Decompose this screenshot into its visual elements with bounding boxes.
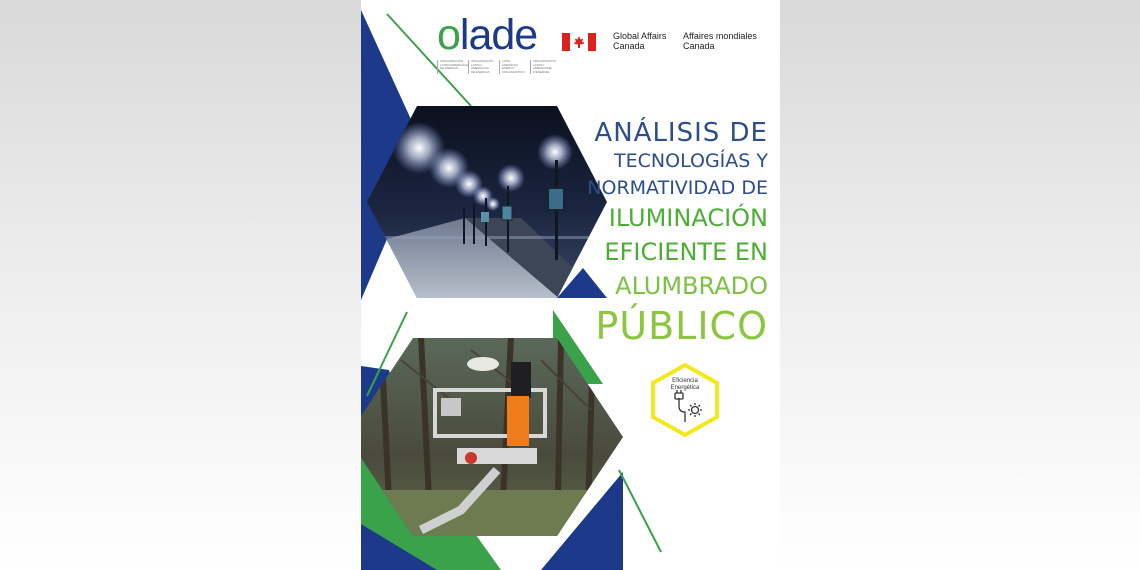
partner-fr-line2: Canada	[683, 41, 715, 51]
partner-fr-line1: Affaires mondiales	[683, 31, 757, 41]
canada-flag-icon	[562, 33, 596, 51]
olade-logo-subtext	[437, 60, 555, 74]
title-line-2: TECNOLOGÍAS Y	[614, 150, 768, 172]
title-line-3: NORMATIVIDAD DE	[587, 177, 768, 199]
olade-logo	[437, 11, 556, 74]
report-cover	[361, 0, 780, 570]
title-line-7: PÚBLICO	[595, 304, 768, 348]
title-line-6: ALUMBRADO	[615, 272, 768, 300]
cover-title	[587, 118, 768, 349]
logo-subtext-2: ORGANIZAÇÃO LATINO-AMERICANA DE ENERGIA	[468, 60, 493, 74]
partner-en-line2: Canada	[613, 41, 645, 51]
partner-en-line1: Global Affairs	[613, 31, 667, 41]
energy-efficiency-badge	[649, 362, 721, 438]
logo-subtext-4: ORGANISATION LATINO-AMÉRICAINE D'ÉNERGIE	[530, 60, 555, 74]
logo-subtext-1: ORGANIZACIÓN LATINOAMERICANA DE ENERGÍA	[437, 60, 462, 74]
olade-wordmark-rest: lade	[459, 11, 538, 59]
badge-label-line1: Eficiencia	[672, 378, 698, 384]
badge-label-line2: Energética	[670, 385, 700, 391]
badge-label	[661, 378, 709, 392]
title-line-4: ILUMINACIÓN	[608, 204, 768, 232]
title-line-1: ANÁLISIS DE	[594, 118, 768, 148]
global-affairs-canada-fr	[683, 31, 757, 51]
maintenance-worker-photo	[361, 330, 631, 540]
green-line-right	[619, 470, 661, 552]
global-affairs-canada-en	[613, 31, 666, 51]
logo-subtext-3: LATIN AMERICAN ENERGY ORGANIZATION	[499, 60, 524, 74]
title-line-5: EFICIENTE EN	[604, 238, 768, 266]
olade-wordmark: olade	[437, 11, 538, 59]
